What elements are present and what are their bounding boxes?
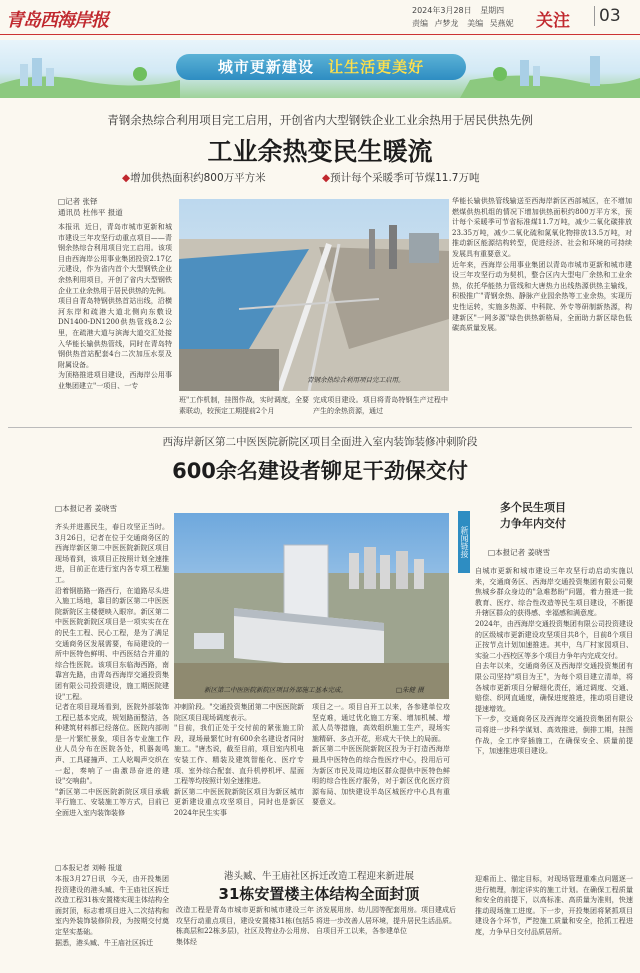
editor-label: 责编 xyxy=(412,19,428,28)
sidebar-byline: □本报记者 姜晓雪 xyxy=(488,548,550,557)
article3-col4: 迎难而上、锚定目标，对现场管理重难点问题逐一进行梳理，制定详实的施工计划。在确保工程质量和安全的前提下，以高标准、高质量为准则，快速推动现场施工进度。下一步，开投集团将紧抓项目建设各个环节，严控施工质量和安全，抢抓工程进度，力争早日交付品质居所。 xyxy=(475,874,633,970)
article1-col2: 班"工作机制，挂图作战，实时调度，全要素联动，较预定工期提前2个月 xyxy=(179,396,309,415)
article2-headline: 600余名建设者铆足干劲保交付 xyxy=(172,459,468,483)
sidebar-body: 自城市更新和城市建设三年攻坚行动启动实施以来，交通商务区、西海岸交通投资集团有限公司聚焦城乡群众身边的"急难愁盼"问题，着力推进一批教育、医疗、综合性改造等民生项目建设，不断提升辖区群众的获得感、幸福感和满意度。 2024年，由西海岸交通投资集团有限公司投资建设的区级城市更新建设攻坚项目共8个，目前8个项目正按节点计划加速推进。其中，乌厂村家园项目、实验二小西校区等多个项目力争年内完成交付。 自去年以来，交通商务区及西海岸交通投资集团有限公司坚持"项目为王"，为每个项目建立清单，将各城市更新项目分解细化责任，通过调度、交通、赔偿、织网直通度，确保进度推进，推动项目建设提速增效。 下一步，交通商务区及西海岸交通投资集团有限公司将进一步科学谋划、高效推进，倒排工期，挂图作战，全工序穿插施工，在确保安全、质量前提下，加速推进项目建设。 xyxy=(475,567,633,756)
banner xyxy=(0,40,640,98)
banner-slogan-part1: 城市更新建设 xyxy=(217,58,314,76)
article3-col3: 济发展用房、幼儿园等配套用房。项目建成后将进一步改善人居环境，提升居民生活品质。 自项目开工以来，各参建单位 xyxy=(316,906,456,936)
article1-byline-2: 通讯员 杜伟平 报道 xyxy=(58,208,123,217)
article2-kicker: 西海岸新区第二中医医院新院区项目全面进入室内装饰装修冲刺阶段 xyxy=(162,436,478,448)
article1-subhead-1 xyxy=(122,170,266,185)
article3-kicker: 港头臧、牛王庙社区拆迁改造工程迎来新进展 xyxy=(223,871,414,882)
article1-byline-1: □记者 张铎 xyxy=(58,197,98,206)
article3-byline: □本报记者 刘畅 报道 xyxy=(55,864,123,872)
sidebar-title-line2: 力争年内交付 xyxy=(500,517,566,530)
article1-col3: 完成项目建设。项目将青岛特钢生产过程中产生的余热资源，通过 xyxy=(313,396,448,415)
article-divider xyxy=(8,427,632,428)
article2-photo-credit: □朱健 摄 xyxy=(396,686,424,694)
article1-col4: 华能长输供热管线输送至西海岸新区西部城区，在不增加燃煤供热机组的情况下增加供热面积约800万平方米，预计每个采暖季可节省标准煤11.7万吨，减少二氧化碳排放23.35万吨，减少二氧化硫和氮氧化物排放13.5万吨，对推动新区能源结构转型，促进经济、社会和环境的可持续发展具有重要意义。 近年来，西海岸公用事业集团以青岛市城市更新和城市建设三年攻坚行动为契机，整合区内大型电厂余热和工业余热，依托华能热力管线和大唐热力出线热源供热主输线，积极推广"青钢余热、静脉产业园余热等工业余热，实现历史性运转，实施多热源、中科院、外专等研制新热源，构建新区"一网多源"绿色供热新格局，全面助力新区绿色低碳高质量发展。 xyxy=(452,197,632,333)
industrial-plant-photo-image xyxy=(179,199,449,391)
article1-subhead-2 xyxy=(322,170,479,185)
article2-col1: 齐头并进惠民生，春日攻坚正当时。3月26日，记者在位于交通商务区的西海岸新区第二中医医院新院区项目现场看到，该项目正按照计划全速推进，目前正在进行室内各专项工程施工。 沿着钢筋路一路西行，在道路尽头进入施工场地，靠目的新区第二中医医院新院区主楼便映入眼帘。新区第二中医医院新院区项目是一项实实在在的民生工程、民心工程，是为了满足交通商务区发展需要，布局建设的一所中医特色鲜明、中西医结合并重的综合性医院。该项目东临海西路，南靠宫先路，由青岛西海岸交通投资集团有限公司投资建设，施工期医院建设"工程。 记者在项目现场看到，医院外部装饰工程已基本完成，规划路面整洁，各种建筑材料都已经落位。医院内部则是一片繁忙景象，项目各专业施工作业人员分布在医院各处，机器轰鸣声、工具碰撞声、工人吆喝声交织在一起，奏响了一曲激昂奋进的建设"交响曲"。 "新区第二中医医院新院区项目承载平行施工、安装施工等方式，目前已全面进入室内装饰装修 xyxy=(55,523,169,818)
hospital-construction-photo-image xyxy=(174,513,449,699)
article2-photo-caption: 新区第二中医医院新院区项目外部施工基本完成。 xyxy=(204,686,347,694)
diamond-icon: ◆ xyxy=(322,172,331,184)
article2-col3: 项目之一。项目自开工以来，各参建单位攻坚克难，通过优化施工方案、增加机械、增派人员等措施，高效组织施工生产，现场实施精研、多点开花，形成大干快上的局面。 新区第二中医医院新院区投为于打造西海岸最具中医特色的综合性医疗中心，投用后可为新区市民及周边地区群众提供中医特色鲜明的综合性医疗服务，对于新区优化医疗资源布局、加快建设半岛区城医疗中心具有重要意义。 xyxy=(312,703,450,807)
news-link-tag: 新闻链接 xyxy=(458,511,470,573)
weekday-text: 星期四 xyxy=(480,6,505,15)
article3-col2: 改造工程是青岛市城市更新和城市建设三年攻坚行动重点项目，建设安置楼31栋(包括5栋高层和22栋多层)，社区及物业办公用房、集体经 xyxy=(176,906,314,946)
designer-name: 吴燕妮 xyxy=(489,19,514,28)
masthead-title: 青岛西海岸报 xyxy=(6,10,108,31)
article2-col2: 冲刺阶段。"交通投资集团第二中医医院新院区项目现场调度表示。 "目前，我们正处于交付前的紧张施工阶段，现场最繁忙时有600余名建设者同时施工。"唐杰说，截至目前，项目室内机电安装工作、精装及建筑智能化、医疗专项、室外综合配套、直升机停机坪、屋面工程等均按照计划全速推进。 新区第二中医医院新院区项目为新区城市更新建设重点攻坚项目，同时也是新区2024年民生实事 xyxy=(174,703,304,817)
article1-photo xyxy=(179,199,449,391)
article1-byline xyxy=(58,196,123,218)
sidebar-title-line1: 多个民生项目 xyxy=(500,501,566,514)
article1-kicker: 青钢余热综合利用项目完工启用，开创省内大型钢铁企业工业余热用于居民供热先例 xyxy=(107,113,533,127)
article3-col1: 本报3月27日讯 今天，由开投集团投资建设的港头臧、牛王庙社区拆迁改造工程31栋安置楼实现主体结构全面封顶，标志着项目进入二次结构和室内外装饰装修阶段，为按期交付奠定坚实基础。 据悉，港头臧、牛王庙社区拆迁 xyxy=(55,874,169,970)
header-divider xyxy=(0,34,640,35)
designer-label: 美编 xyxy=(467,19,484,28)
article1-sub2-text: 预计每个采暖季可节煤11.7万吨 xyxy=(330,172,480,184)
editor-name: 卢梦龙 xyxy=(434,19,459,28)
article2-byline: □本报记者 姜晓雪 xyxy=(55,504,117,513)
issue-date xyxy=(412,5,504,17)
article2-photo xyxy=(174,513,449,699)
article1-sub1-text: 增加供热面积约800万平方米 xyxy=(130,172,266,184)
article1-headline: 工业余热变民生暖流 xyxy=(207,137,433,166)
article3-headline: 31栋安置楼主体结构全面封顶 xyxy=(218,885,420,903)
banner-slogan xyxy=(176,54,466,80)
editors xyxy=(412,18,514,30)
article1-photo-caption: 青钢余热综合利用项目完工启用。 xyxy=(307,376,405,384)
page-number: 03 xyxy=(594,6,621,26)
date-text: 2024年3月28日 xyxy=(412,6,472,15)
article1-col1: 本报讯 近日，青岛市城市更新和城市建设三年攻坚行动重点项目——青钢余热综合利用项目完工启用。该项目由西海岸公用事业集团投资2.17亿元建设，作为省内首个大型钢铁企业余热利用项目，开创了省内大型钢铁企业工业余热用于居民供热的先例。 项目自青岛特钢供热首站出线，沿横河东岸和疏港大道北侧向东敷设DN1400-DN1200供热管线8.2公里，在疏港大道与滨海大道交汇处接入华能长输供热管线，同时在青岛特钢供热首站配套4台二次加压水泵及附属设备。 为顶格推进项目建设，西海岸公用事业集团建立"一项目、一专 xyxy=(58,223,172,390)
diamond-icon: ◆ xyxy=(122,172,131,184)
sidebar-title xyxy=(500,500,566,532)
banner-slogan-part2: 让生活更美好 xyxy=(328,58,425,76)
section-title: 关注 xyxy=(536,11,570,31)
